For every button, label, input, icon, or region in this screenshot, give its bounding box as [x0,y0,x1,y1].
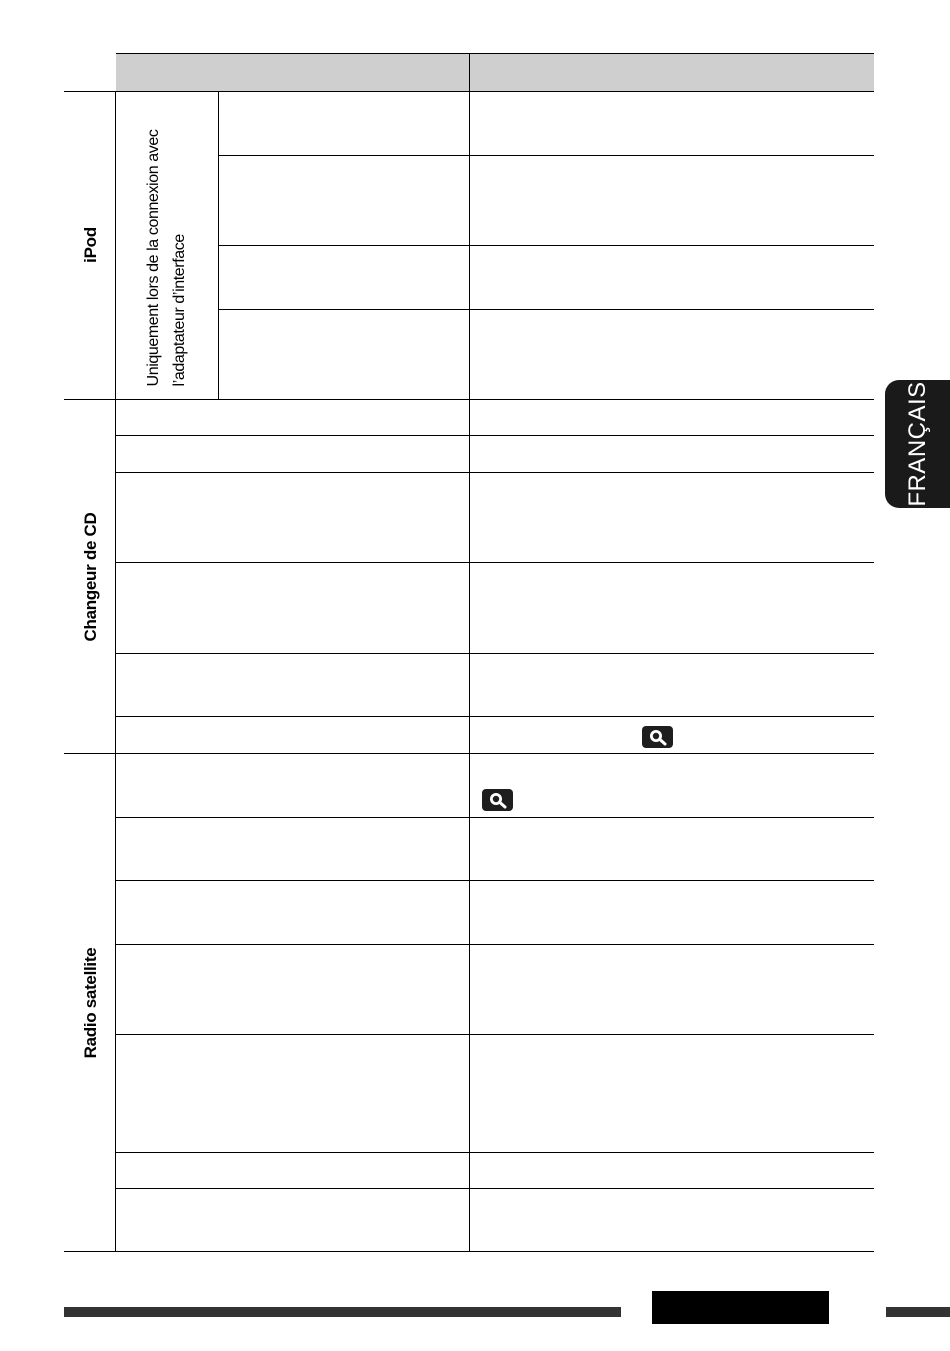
footer-bar-right [886,1307,950,1317]
row-rule [116,1152,874,1153]
header-divider [469,53,470,91]
row-rule [218,245,874,246]
row-rule [116,435,874,436]
row-rule [218,155,874,156]
magnifier-icon [482,789,513,811]
row-rule [116,817,874,818]
section-label-satellite: Radio satellite [81,947,100,1059]
footer-bar-left [64,1307,621,1317]
row-rule [116,1188,874,1189]
row-rule [218,309,874,310]
row-rule [116,472,874,473]
row-rule [116,1034,874,1035]
page-number-box [652,1291,829,1324]
language-tab [885,380,950,508]
row-rule [116,880,874,881]
section-label-cd-changer: Changeur de CD [81,512,100,642]
ipod-interface-note-line2: l’adaptateur d’interface [171,234,188,387]
row-rule [116,944,874,945]
header-top-rule [116,53,874,54]
category-column-divider [115,91,116,1252]
table-header [116,53,874,91]
magnifier-icon [642,726,673,748]
row-rule [116,653,874,654]
row-rule [116,562,874,563]
ipod-interface-note-line1: Uniquement lors de la connexion avec [145,129,162,387]
language-tab-label: FRANÇAIS [903,381,931,507]
row-rule [116,716,874,717]
description-column-divider [469,91,470,1252]
section-label-ipod: iPod [81,227,100,263]
ipod-interface-note [141,130,193,387]
